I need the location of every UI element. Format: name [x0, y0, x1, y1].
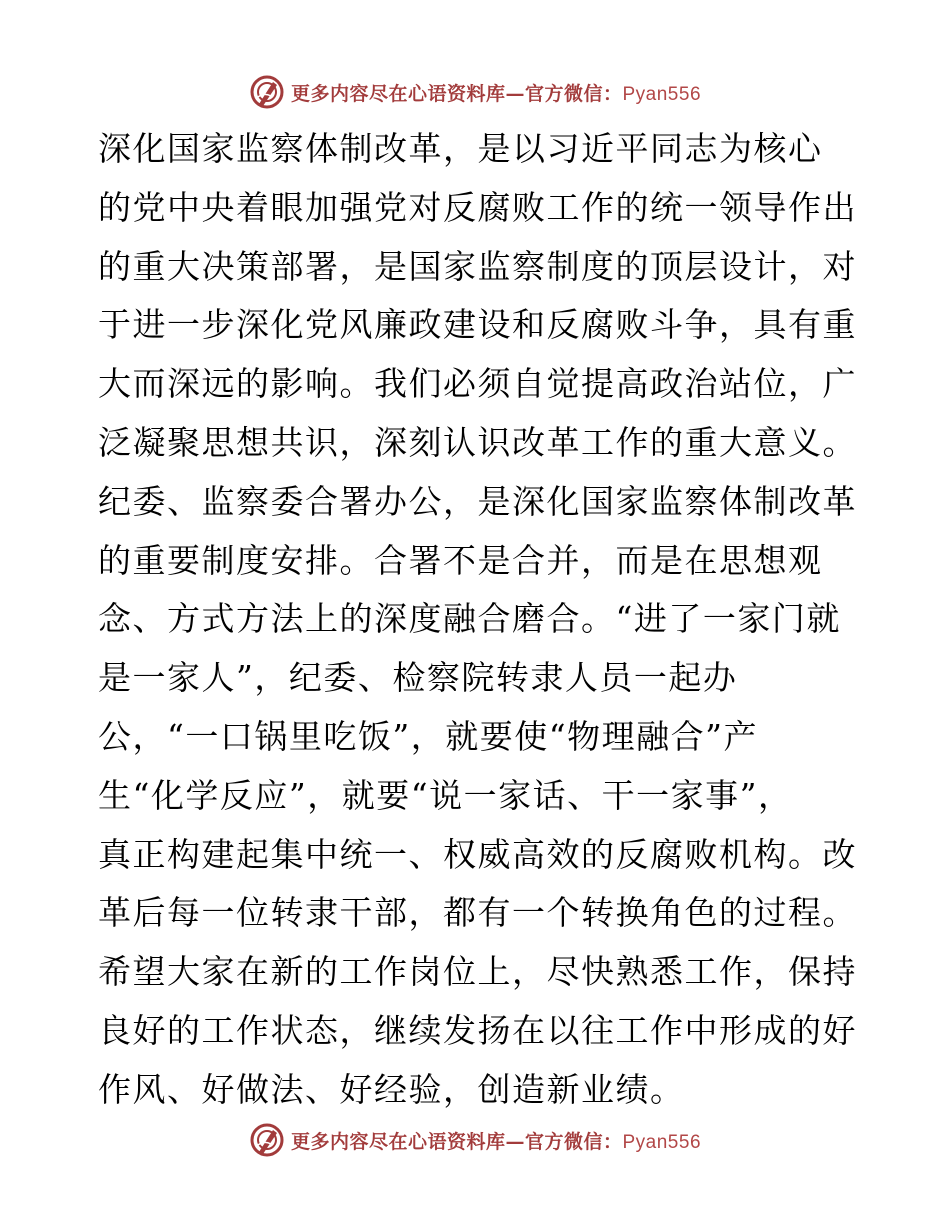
header-banner	[0, 72, 950, 112]
text-line: 是一家人”，纪委、检察院转隶人员一起办	[98, 658, 738, 698]
banner-text: 更多内容尽在心语资料库—官方微信：Pyan556	[290, 1130, 702, 1153]
text-line: 念、方式方法上的深度融合磨合。“进了一家门就	[98, 599, 841, 639]
text-line: 生“化学反应”，就要“说一家话、干一家事”，	[98, 775, 793, 815]
text-line: 的党中央着眼加强党对反腐败工作的统一领导作出	[98, 187, 857, 227]
logo-icon	[249, 1122, 285, 1158]
text-line: 作风、好做法、好经验，创造新业绩。	[98, 1069, 685, 1109]
text-line: 革后每一位转隶干部，都有一个转换角色的过程。	[98, 893, 857, 933]
text-line: 大而深远的影响。我们必须自觉提高政治站位，广	[98, 364, 857, 404]
text-line: 深化国家监察体制改革，是以习近平同志为核心	[98, 129, 823, 168]
text-line: 公，“一口锅里吃饭”，就要使“物理融合”产	[98, 716, 758, 756]
document-body	[98, 120, 858, 1120]
footer-banner	[0, 1120, 950, 1160]
banner-handle: Pyan556	[622, 1131, 702, 1153]
text-line: 的重要制度安排。合署不是合并，而是在思想观	[98, 540, 823, 580]
text-line: 希望大家在新的工作岗位上，尽快熟悉工作，保持	[98, 952, 857, 992]
text-line: 的重大决策部署，是国家监察制度的顶层设计，对	[98, 246, 857, 286]
text-line: 泛凝聚思想共识，深刻认识改革工作的重大意义。	[98, 422, 857, 462]
text-line: 真正构建起集中统一、权威高效的反腐败机构。改	[98, 834, 857, 874]
banner-handle: Pyan556	[622, 83, 702, 105]
text-line: 良好的工作状态，继续发扬在以往工作中形成的好	[98, 1010, 857, 1050]
text-line: 纪委、监察委合署办公，是深化国家监察体制改革	[98, 481, 857, 521]
logo-icon	[249, 74, 285, 110]
banner-text: 更多内容尽在心语资料库—官方微信：Pyan556	[290, 82, 702, 105]
text-line: 于进一步深化党风廉政建设和反腐败斗争，具有重	[98, 305, 857, 345]
